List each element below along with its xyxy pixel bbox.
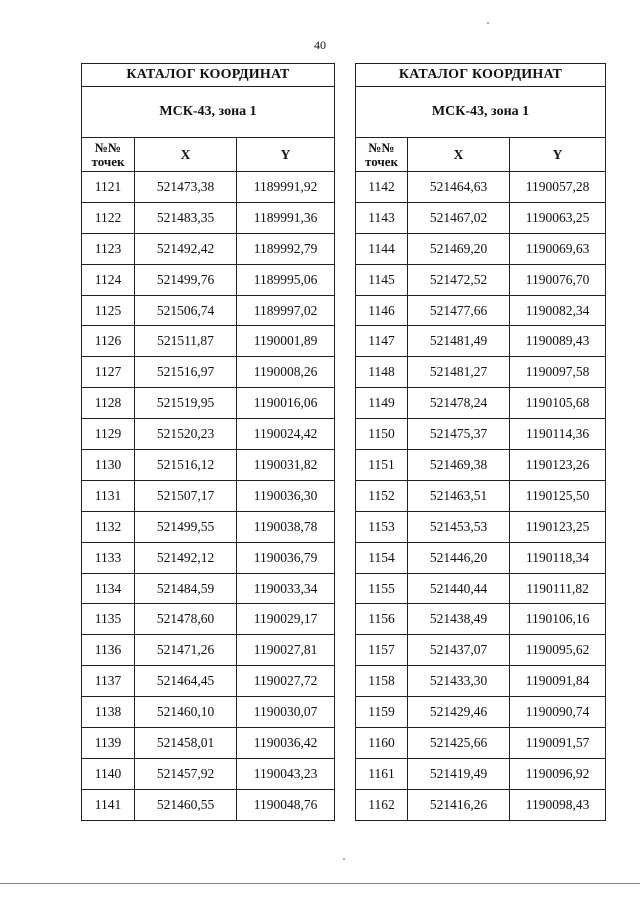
point-number-cell: 1162 xyxy=(356,789,408,820)
coordinate-catalog-table-right xyxy=(355,63,606,821)
table-row xyxy=(82,758,335,789)
point-number-cell: 1149 xyxy=(356,388,408,419)
point-number-cell: 1135 xyxy=(82,604,135,635)
x-coordinate-cell: 521484,59 xyxy=(135,573,237,604)
coordinate-catalog-table-left xyxy=(81,63,335,821)
point-number-cell: 1130 xyxy=(82,450,135,481)
point-number-cell: 1127 xyxy=(82,357,135,388)
table-row xyxy=(82,789,335,820)
y-coordinate-cell: 1190098,43 xyxy=(510,789,606,820)
y-coordinate-cell: 1190091,84 xyxy=(510,666,606,697)
point-number-cell: 1132 xyxy=(82,511,135,542)
point-number-cell: 1142 xyxy=(356,172,408,203)
x-coordinate-cell: 521473,38 xyxy=(135,172,237,203)
x-coordinate-cell: 521469,20 xyxy=(408,233,510,264)
x-coordinate-cell: 521520,23 xyxy=(135,419,237,450)
catalog-title: КАТАЛОГ КООРДИНАТ xyxy=(82,64,335,87)
table-row xyxy=(356,357,606,388)
x-coordinate-cell: 521507,17 xyxy=(135,480,237,511)
point-number-cell: 1138 xyxy=(82,697,135,728)
x-coordinate-cell: 521481,27 xyxy=(408,357,510,388)
point-number-cell: 1145 xyxy=(356,264,408,295)
y-coordinate-cell: 1190118,34 xyxy=(510,542,606,573)
x-coordinate-cell: 521446,20 xyxy=(408,542,510,573)
point-number-cell: 1123 xyxy=(82,233,135,264)
x-coordinate-cell: 521475,37 xyxy=(408,419,510,450)
y-coordinate-cell: 1190038,78 xyxy=(237,511,335,542)
y-coordinate-cell: 1190114,36 xyxy=(510,419,606,450)
y-coordinate-cell: 1190125,50 xyxy=(510,480,606,511)
point-number-cell: 1134 xyxy=(82,573,135,604)
table-row xyxy=(82,419,335,450)
column-header-x: X xyxy=(135,138,237,172)
point-number-cell: 1161 xyxy=(356,758,408,789)
x-coordinate-cell: 521511,87 xyxy=(135,326,237,357)
x-coordinate-cell: 521464,45 xyxy=(135,666,237,697)
y-coordinate-cell: 1190027,72 xyxy=(237,666,335,697)
y-coordinate-cell: 1190024,42 xyxy=(237,419,335,450)
y-coordinate-cell: 1190043,23 xyxy=(237,758,335,789)
column-header-point-number xyxy=(356,138,408,172)
x-coordinate-cell: 521460,10 xyxy=(135,697,237,728)
point-number-cell: 1160 xyxy=(356,728,408,759)
y-coordinate-cell: 1190097,58 xyxy=(510,357,606,388)
x-coordinate-cell: 521453,53 xyxy=(408,511,510,542)
table-row xyxy=(82,511,335,542)
table-row xyxy=(82,728,335,759)
y-coordinate-cell: 1190106,16 xyxy=(510,604,606,635)
x-coordinate-cell: 521437,07 xyxy=(408,635,510,666)
column-header-y: Y xyxy=(237,138,335,172)
x-coordinate-cell: 521481,49 xyxy=(408,326,510,357)
point-number-cell: 1140 xyxy=(82,758,135,789)
point-number-cell: 1139 xyxy=(82,728,135,759)
y-coordinate-cell: 1190036,79 xyxy=(237,542,335,573)
point-number-cell: 1124 xyxy=(82,264,135,295)
y-coordinate-cell: 1190031,82 xyxy=(237,450,335,481)
x-coordinate-cell: 521460,55 xyxy=(135,789,237,820)
table-row xyxy=(82,450,335,481)
table-row xyxy=(82,542,335,573)
y-coordinate-cell: 1190091,57 xyxy=(510,728,606,759)
table-row xyxy=(356,388,606,419)
point-number-cell: 1133 xyxy=(82,542,135,573)
x-coordinate-cell: 521478,24 xyxy=(408,388,510,419)
point-number-cell: 1141 xyxy=(82,789,135,820)
page-bottom-rule xyxy=(0,883,640,884)
catalog-subtitle: МСК-43, зона 1 xyxy=(82,87,335,138)
point-number-cell: 1121 xyxy=(82,172,135,203)
point-number-cell: 1155 xyxy=(356,573,408,604)
catalog-subtitle: МСК-43, зона 1 xyxy=(356,87,606,138)
table-row xyxy=(356,604,606,635)
column-header-num-word: точек xyxy=(365,153,398,169)
table-row xyxy=(356,172,606,203)
x-coordinate-cell: 521516,97 xyxy=(135,357,237,388)
table-row xyxy=(356,295,606,326)
y-coordinate-cell: 1190016,06 xyxy=(237,388,335,419)
y-coordinate-cell: 1190076,70 xyxy=(510,264,606,295)
x-coordinate-cell: 521425,66 xyxy=(408,728,510,759)
table-row xyxy=(356,419,606,450)
x-coordinate-cell: 521458,01 xyxy=(135,728,237,759)
point-number-cell: 1153 xyxy=(356,511,408,542)
x-coordinate-cell: 521483,35 xyxy=(135,202,237,233)
point-number-cell: 1146 xyxy=(356,295,408,326)
table-row xyxy=(82,604,335,635)
scan-speck xyxy=(487,22,489,24)
x-coordinate-cell: 521516,12 xyxy=(135,450,237,481)
x-coordinate-cell: 521478,60 xyxy=(135,604,237,635)
table-row xyxy=(356,635,606,666)
column-header-y: Y xyxy=(510,138,606,172)
y-coordinate-cell: 1189991,36 xyxy=(237,202,335,233)
table-row xyxy=(82,233,335,264)
table-row xyxy=(356,728,606,759)
y-coordinate-cell: 1190027,81 xyxy=(237,635,335,666)
x-coordinate-cell: 521477,66 xyxy=(408,295,510,326)
table-row xyxy=(356,511,606,542)
x-coordinate-cell: 521416,26 xyxy=(408,789,510,820)
point-number-cell: 1122 xyxy=(82,202,135,233)
y-coordinate-cell: 1190089,43 xyxy=(510,326,606,357)
x-coordinate-cell: 521499,76 xyxy=(135,264,237,295)
page-number: 40 xyxy=(314,38,326,52)
table-row xyxy=(356,264,606,295)
point-number-cell: 1128 xyxy=(82,388,135,419)
left-table-body xyxy=(82,64,335,821)
table-row xyxy=(356,573,606,604)
table-row xyxy=(356,666,606,697)
point-number-cell: 1143 xyxy=(356,202,408,233)
y-coordinate-cell: 1189995,06 xyxy=(237,264,335,295)
column-header-num-word: точек xyxy=(91,153,125,169)
right-table-body xyxy=(356,64,606,821)
point-number-cell: 1125 xyxy=(82,295,135,326)
x-coordinate-cell: 521471,26 xyxy=(135,635,237,666)
x-coordinate-cell: 521506,74 xyxy=(135,295,237,326)
x-coordinate-cell: 521429,46 xyxy=(408,697,510,728)
y-coordinate-cell: 1190105,68 xyxy=(510,388,606,419)
y-coordinate-cell: 1189992,79 xyxy=(237,233,335,264)
table-row xyxy=(82,666,335,697)
x-coordinate-cell: 521440,44 xyxy=(408,573,510,604)
table-row xyxy=(82,264,335,295)
point-number-cell: 1147 xyxy=(356,326,408,357)
y-coordinate-cell: 1190095,62 xyxy=(510,635,606,666)
column-header-point-number xyxy=(82,138,135,172)
point-number-cell: 1152 xyxy=(356,480,408,511)
table-row xyxy=(82,202,335,233)
y-coordinate-cell: 1189991,92 xyxy=(237,172,335,203)
table-row xyxy=(356,326,606,357)
y-coordinate-cell: 1190096,92 xyxy=(510,758,606,789)
y-coordinate-cell: 1190008,26 xyxy=(237,357,335,388)
point-number-cell: 1126 xyxy=(82,326,135,357)
x-coordinate-cell: 521433,30 xyxy=(408,666,510,697)
y-coordinate-cell: 1190111,82 xyxy=(510,573,606,604)
x-coordinate-cell: 521438,49 xyxy=(408,604,510,635)
y-coordinate-cell: 1189997,02 xyxy=(237,295,335,326)
point-number-cell: 1154 xyxy=(356,542,408,573)
point-number-cell: 1131 xyxy=(82,480,135,511)
x-coordinate-cell: 521519,95 xyxy=(135,388,237,419)
x-coordinate-cell: 521464,63 xyxy=(408,172,510,203)
point-number-cell: 1157 xyxy=(356,635,408,666)
table-row xyxy=(356,233,606,264)
x-coordinate-cell: 521463,51 xyxy=(408,480,510,511)
y-coordinate-cell: 1190082,34 xyxy=(510,295,606,326)
table-row xyxy=(356,450,606,481)
point-number-cell: 1159 xyxy=(356,697,408,728)
column-header-num-symbol: №№ xyxy=(368,139,395,155)
table-row xyxy=(82,480,335,511)
table-row xyxy=(82,295,335,326)
y-coordinate-cell: 1190057,28 xyxy=(510,172,606,203)
point-number-cell: 1156 xyxy=(356,604,408,635)
x-coordinate-cell: 521472,52 xyxy=(408,264,510,295)
table-row xyxy=(356,758,606,789)
table-row xyxy=(356,480,606,511)
table-row xyxy=(82,388,335,419)
table-row xyxy=(82,326,335,357)
y-coordinate-cell: 1190033,34 xyxy=(237,573,335,604)
table-row xyxy=(82,357,335,388)
y-coordinate-cell: 1190036,42 xyxy=(237,728,335,759)
y-coordinate-cell: 1190090,74 xyxy=(510,697,606,728)
x-coordinate-cell: 521457,92 xyxy=(135,758,237,789)
point-number-cell: 1148 xyxy=(356,357,408,388)
y-coordinate-cell: 1190069,63 xyxy=(510,233,606,264)
column-header-x: X xyxy=(408,138,510,172)
point-number-cell: 1129 xyxy=(82,419,135,450)
y-coordinate-cell: 1190001,89 xyxy=(237,326,335,357)
table-row xyxy=(356,789,606,820)
column-header-num-symbol: №№ xyxy=(94,139,122,155)
point-number-cell: 1150 xyxy=(356,419,408,450)
y-coordinate-cell: 1190123,25 xyxy=(510,511,606,542)
point-number-cell: 1158 xyxy=(356,666,408,697)
catalog-title: КАТАЛОГ КООРДИНАТ xyxy=(356,64,606,87)
x-coordinate-cell: 521469,38 xyxy=(408,450,510,481)
table-row xyxy=(82,697,335,728)
y-coordinate-cell: 1190030,07 xyxy=(237,697,335,728)
y-coordinate-cell: 1190048,76 xyxy=(237,789,335,820)
point-number-cell: 1137 xyxy=(82,666,135,697)
table-row xyxy=(82,172,335,203)
x-coordinate-cell: 521492,12 xyxy=(135,542,237,573)
point-number-cell: 1144 xyxy=(356,233,408,264)
table-row xyxy=(356,542,606,573)
table-row xyxy=(82,635,335,666)
y-coordinate-cell: 1190123,26 xyxy=(510,450,606,481)
table-row xyxy=(82,573,335,604)
y-coordinate-cell: 1190036,30 xyxy=(237,480,335,511)
x-coordinate-cell: 521467,02 xyxy=(408,202,510,233)
x-coordinate-cell: 521419,49 xyxy=(408,758,510,789)
point-number-cell: 1151 xyxy=(356,450,408,481)
scan-speck xyxy=(343,858,345,860)
table-row xyxy=(356,697,606,728)
y-coordinate-cell: 1190063,25 xyxy=(510,202,606,233)
x-coordinate-cell: 521499,55 xyxy=(135,511,237,542)
table-row xyxy=(356,202,606,233)
x-coordinate-cell: 521492,42 xyxy=(135,233,237,264)
y-coordinate-cell: 1190029,17 xyxy=(237,604,335,635)
point-number-cell: 1136 xyxy=(82,635,135,666)
